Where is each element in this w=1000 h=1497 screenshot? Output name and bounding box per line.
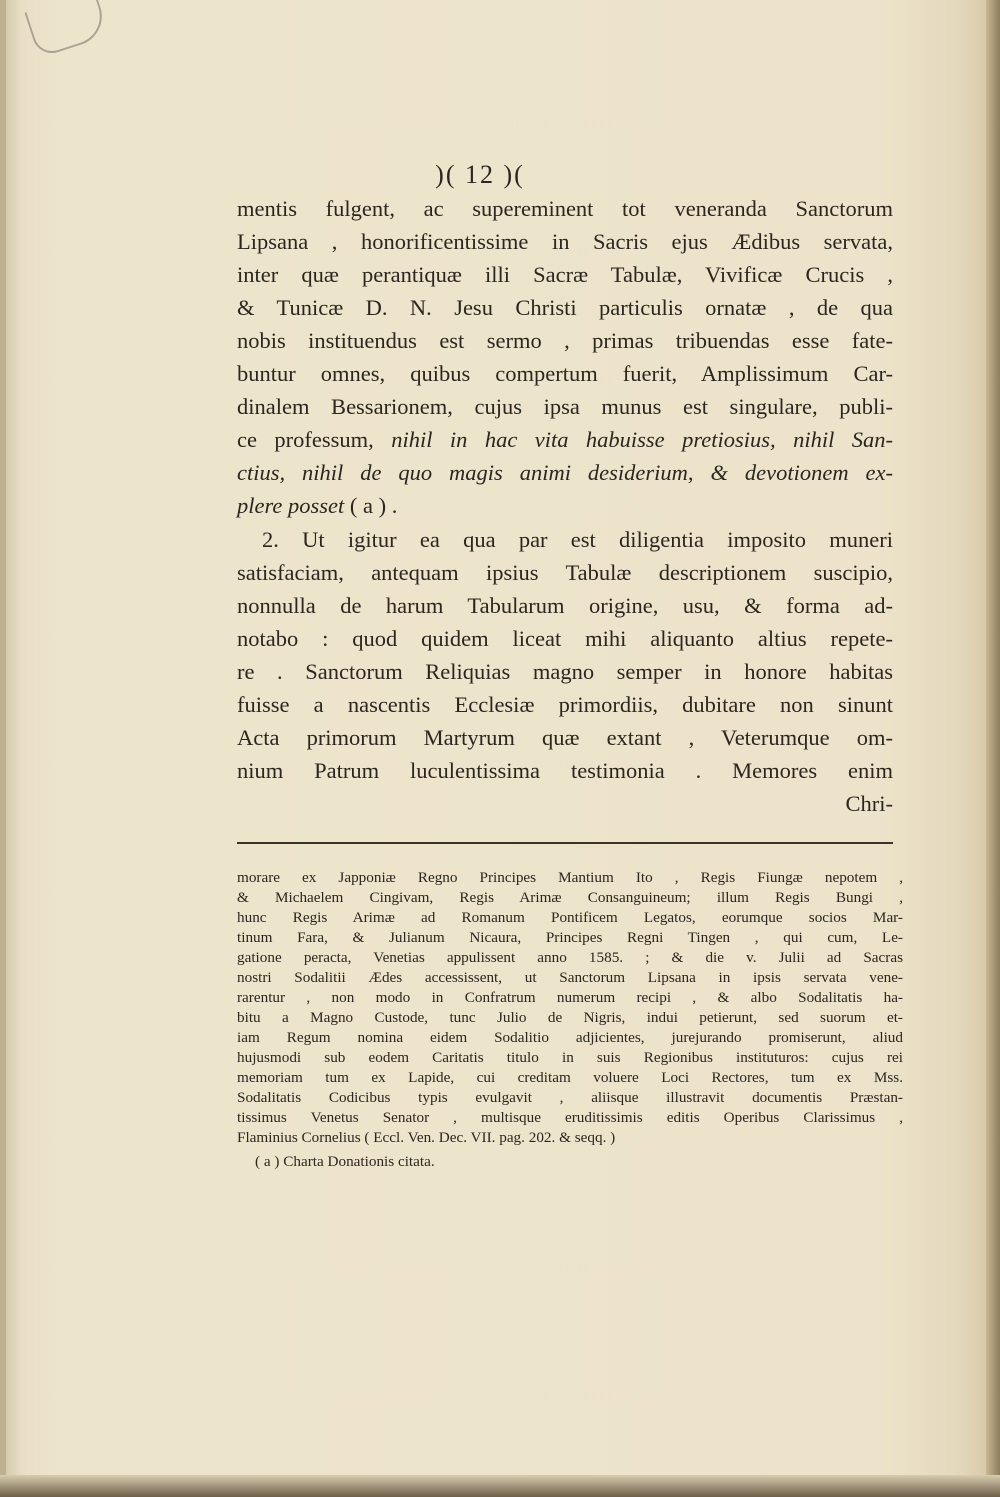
footnote-line: iam Regum nomina eidem Sodalitio adjicientes, jurejurando promiserunt, aliud	[237, 1029, 903, 1046]
paper-clip-icon	[24, 0, 109, 58]
text-roman: ce professum,	[237, 427, 374, 452]
text-italic: ctius, nihil de quo magis animi desiderium, & devotionem ex-	[237, 460, 893, 485]
footnote-line: morare ex Japponiæ Regno Principes Mantium Ito , Regis Fiungæ nepotem ,	[237, 869, 903, 886]
text-line: satisfaciam, antequam ipsius Tabulæ descriptionem suscipio,	[237, 560, 893, 585]
footnote-line: rarentur , non modo in Confratrum numerum recipi , & albo Sodalitatis ha-	[237, 989, 903, 1006]
footnote-line: & Michaelem Cingivam, Regis Arimæ Consanguineum; illum Regis Bungi ,	[237, 889, 903, 906]
text-line: mentis fulgent, ac supereminent tot veneranda Sanctorum	[237, 196, 893, 221]
page-number-header: )( 12 )(	[435, 160, 525, 189]
page-left-edge	[0, 0, 6, 1497]
text-line	[237, 489, 893, 522]
text-line: Lipsana , honorificentissime in Sacris ejus Ædibus servata,	[237, 229, 893, 254]
text-line: Acta primorum Martyrum quæ extant , Veterumque om-	[237, 725, 893, 750]
text-italic: plere posset	[237, 493, 345, 518]
page-header	[0, 160, 1000, 190]
text-line	[237, 423, 893, 456]
text-italic: nihil in hac vita habuisse pretiosius, nihil San-	[391, 427, 893, 452]
text-line: buntur omnes, quibus compertum fuerit, Amplissimum Car-	[237, 361, 893, 386]
footnote-line: gatione peracta, Venetias appulissent anno 1585. ; & die v. Julii ad Sacras	[237, 949, 903, 966]
footnote-line: Sodalitatis Codicibus typis evulgavit , aliisque illustravit documentis Præstan-	[237, 1089, 903, 1106]
text-line: inter quæ perantiquæ illi Sacræ Tabulæ, Vivificæ Crucis ,	[237, 262, 893, 287]
footnote-line: tissimus Venetus Senator , multisque eruditissimis editis Operibus Clarissimus ,	[237, 1109, 903, 1126]
page-bottom-edge	[0, 1475, 1000, 1497]
footnote-marker: ( a ) .	[349, 493, 398, 518]
footnote-line: bitu a Magno Custode, tunc Julio de Nigris, indui petierunt, sed suorum et-	[237, 1009, 903, 1026]
text-line: fuisse a nascentis Ecclesiæ primordiis, dubitare non sinunt	[237, 692, 893, 717]
text-line: & Tunicæ D. N. Jesu Christi particulis ornatæ , de qua	[237, 295, 893, 320]
text-line: nonnulla de harum Tabularum origine, usu, & forma ad-	[237, 593, 893, 618]
footnote-line: hujusmodi sub eodem Caritatis titulo in suis Regionibus instituturos: cujus rei	[237, 1049, 903, 1066]
catchword: Chri-	[845, 791, 893, 816]
footnote-line: nostri Sodalitii Ædes accessissent, ut Sanctorum Lipsana in ipsis servata vene-	[237, 969, 903, 986]
text-line: nobis instituendus est sermo , primas tribuendas esse fate-	[237, 328, 893, 353]
text-line: nium Patrum luculentissima testimonia . Memores enim	[237, 758, 893, 783]
text-line: re . Sanctorum Reliquias magno semper in honore habitas	[237, 659, 893, 684]
footnote-line: hunc Regis Arimæ ad Romanum Pontificem Legatos, eorumque socios Mar-	[237, 909, 903, 926]
footnote-line: Flaminius Cornelius ( Eccl. Ven. Dec. VII. pag. 202. & seqq. )	[237, 1129, 616, 1146]
footnote-line: memoriam tum ex Lapide, cui creditam voluere Loci Rectores, tum ex Mss.	[237, 1069, 903, 1086]
page-right-edge	[986, 0, 1000, 1497]
text-line: dinalem Bessarionem, cujus ipsa munus est singulare, publi-	[237, 394, 893, 419]
footnote-reference: ( a ) Charta Donationis citata.	[255, 1153, 435, 1170]
text-line: notabo : quod quidem liceat mihi aliquanto altius repete-	[237, 626, 893, 651]
text-line	[237, 456, 893, 489]
footnote-divider	[237, 842, 893, 844]
footnote-line: tinum Fara, & Julianum Nicaura, Principes Regni Tingen , qui cum, Le-	[237, 929, 903, 946]
paragraph-2-start: 2. Ut igitur ea qua par est diligentia imposito muneri	[262, 527, 893, 552]
